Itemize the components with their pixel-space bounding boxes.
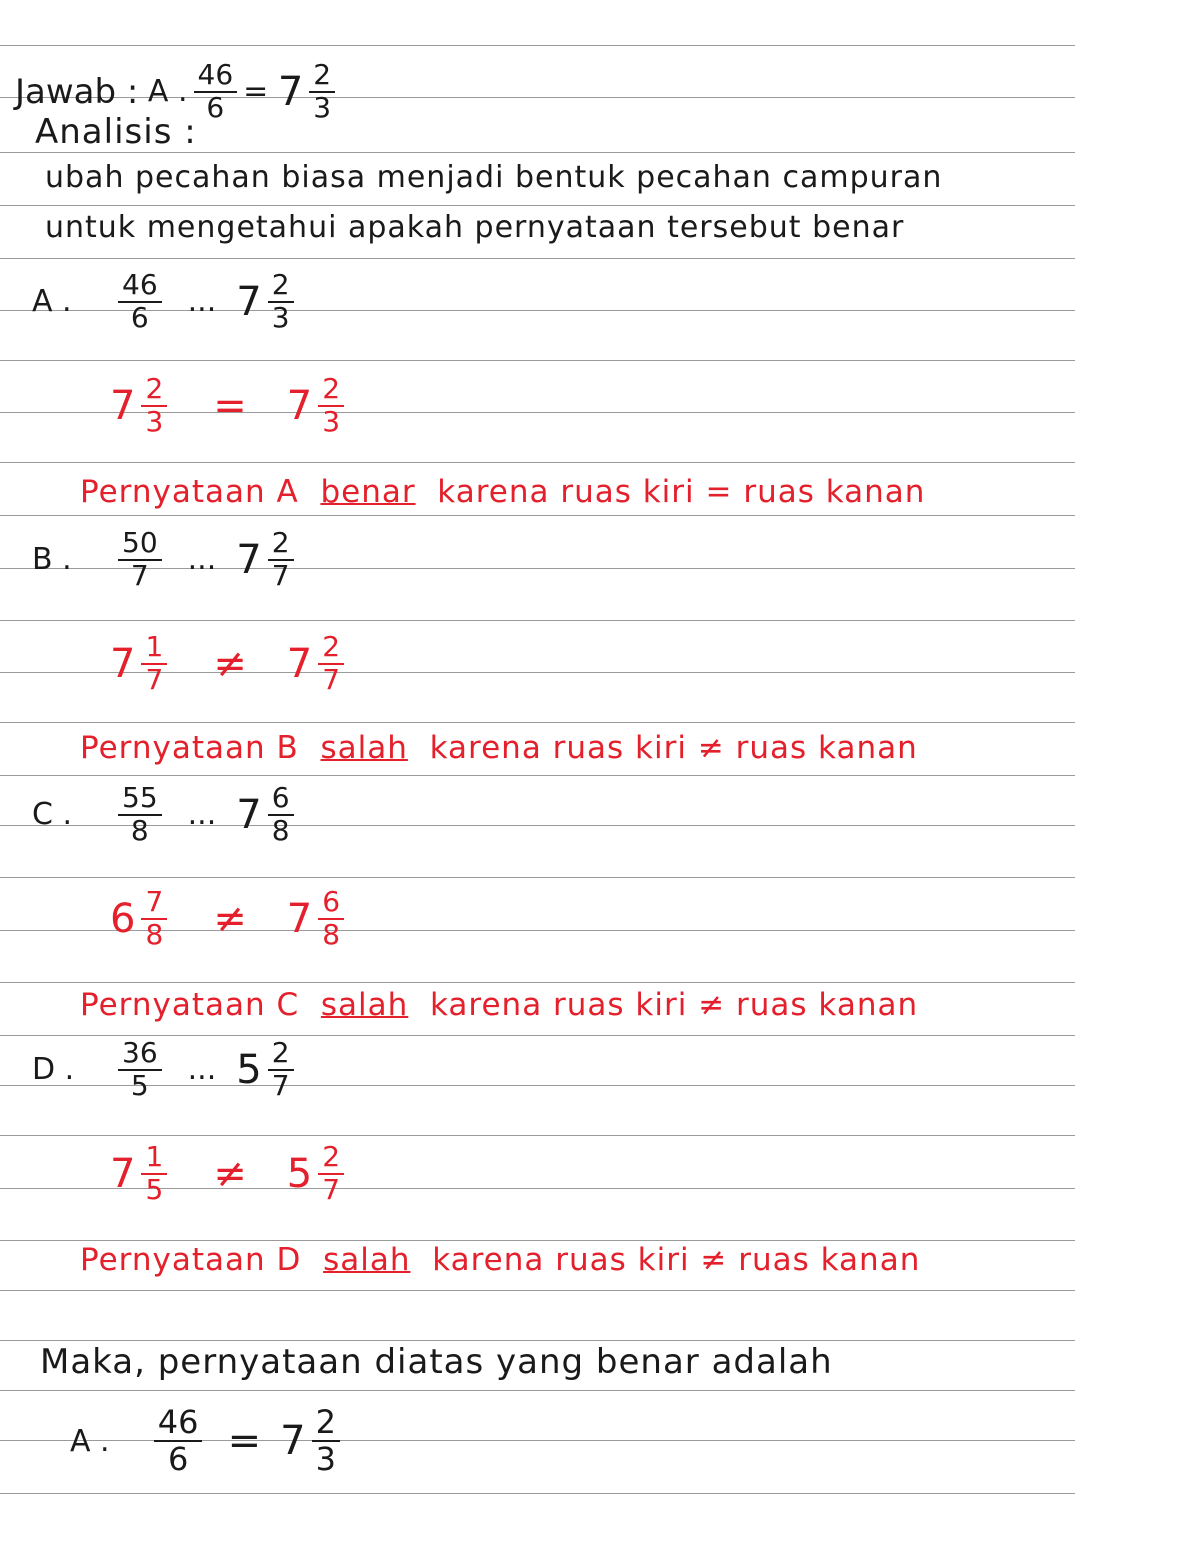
fraction: [118, 270, 162, 334]
numerator: 1: [141, 632, 167, 665]
ruled-line: [0, 152, 1075, 153]
numerator: 2: [141, 374, 167, 407]
fraction: [118, 783, 162, 847]
answer-letter: A .: [147, 74, 188, 110]
whole-number: 7: [236, 791, 262, 838]
numerator: 46: [118, 270, 162, 303]
denominator: 6: [167, 1440, 189, 1479]
statement-reason: karena ruas kiri ≠ ruas kanan: [429, 730, 918, 766]
jawab-label: Jawab :: [15, 71, 139, 112]
ruled-line: [0, 1340, 1075, 1341]
fraction: [141, 1142, 167, 1206]
analysis-title: Analisis :: [35, 112, 197, 152]
denominator: 6: [130, 300, 149, 334]
statement-conclusion: [80, 730, 918, 766]
fraction: [318, 1142, 344, 1206]
conclusion-text: Maka, pernyataan diatas yang benar adalah: [40, 1342, 833, 1382]
ruled-line: [0, 258, 1075, 259]
statement-conclusion: [80, 987, 918, 1023]
fraction: [141, 374, 167, 438]
fraction: [268, 1038, 294, 1102]
statement-prefix: Pernyataan C: [80, 987, 300, 1023]
result-row: [110, 887, 350, 951]
denominator: 8: [130, 813, 149, 847]
numerator: 2: [268, 1038, 294, 1071]
denominator: 8: [145, 917, 164, 951]
statement-reason: karena ruas kiri ≠ ruas kanan: [430, 987, 919, 1023]
result-row: [110, 1142, 350, 1206]
numerator: 55: [118, 783, 162, 816]
conclusion-mixed-fraction: [312, 1405, 340, 1477]
comparison-operator: ≠: [213, 1150, 247, 1197]
answer-mixed-fraction: [309, 60, 335, 124]
ruled-line: [0, 1390, 1075, 1391]
denominator: 3: [313, 90, 332, 124]
denominator: 6: [206, 90, 225, 124]
ruled-line: [0, 205, 1075, 206]
numerator: 1: [141, 1142, 167, 1175]
statement-verdict: salah: [320, 987, 409, 1023]
fraction: [118, 1038, 162, 1102]
whole-number: 7: [280, 1418, 306, 1465]
comparison-operator: ≠: [213, 895, 247, 942]
numerator: 2: [318, 374, 344, 407]
denominator: 5: [145, 1172, 164, 1206]
right-whole: 7: [286, 895, 313, 942]
right-whole: 5: [286, 1150, 313, 1197]
ruled-line: [0, 45, 1075, 46]
comparison-operator: ≠: [213, 640, 247, 687]
statement-prefix: Pernyataan A: [80, 474, 299, 510]
denominator: 7: [322, 1172, 341, 1206]
fraction: [118, 528, 162, 592]
left-whole: 6: [110, 895, 136, 942]
numerator: 50: [118, 528, 162, 561]
statement-item: [0, 775, 1200, 1035]
ruled-line: [0, 1290, 1075, 1291]
dots: ...: [187, 542, 217, 578]
comparison-operator: =: [213, 382, 247, 429]
numerator: 2: [318, 632, 344, 665]
statement-item: [0, 520, 1200, 780]
denominator: 5: [130, 1068, 149, 1102]
denominator: 3: [271, 300, 290, 334]
whole-number: 7: [236, 536, 262, 583]
result-row: [110, 374, 350, 438]
fraction: [318, 887, 344, 951]
statement-verdict: benar: [320, 474, 416, 510]
numerator: 6: [268, 783, 294, 816]
denominator: 7: [271, 558, 290, 592]
whole-number: 7: [277, 68, 304, 115]
equals-sign: =: [243, 74, 269, 110]
comparison-row: [32, 1038, 300, 1102]
denominator: 8: [322, 917, 341, 951]
denominator: 3: [145, 404, 164, 438]
fraction: [268, 783, 294, 847]
comparison-row: [32, 783, 300, 847]
numerator: 46: [154, 1405, 203, 1442]
whole-number: 5: [236, 1046, 262, 1093]
statement-reason: karena ruas kiri = ruas kanan: [437, 474, 926, 510]
conclusion-fraction: [154, 1405, 203, 1477]
item-letter: A .: [32, 284, 72, 320]
item-letter: C .: [32, 797, 73, 833]
numerator: 2: [312, 1405, 340, 1442]
statement-conclusion: [80, 474, 925, 510]
result-row: [110, 632, 350, 696]
left-whole: 7: [110, 640, 136, 687]
numerator: 2: [309, 60, 335, 93]
numerator: 2: [268, 270, 294, 303]
right-whole: 7: [286, 640, 313, 687]
answer-fraction: [194, 60, 238, 124]
statement-reason: karena ruas kiri ≠ ruas kanan: [432, 1242, 921, 1278]
statement-prefix: Pernyataan D: [80, 1242, 302, 1278]
denominator: 7: [130, 558, 149, 592]
right-whole: 7: [286, 382, 313, 429]
conclusion-answer: [70, 1405, 346, 1477]
conclusion-letter: A .: [70, 1423, 110, 1459]
numerator: 2: [318, 1142, 344, 1175]
denominator: 3: [315, 1440, 336, 1479]
numerator: 7: [141, 887, 167, 920]
denominator: 3: [322, 404, 341, 438]
item-letter: D .: [32, 1052, 75, 1088]
fraction: [141, 632, 167, 696]
denominator: 7: [145, 662, 164, 696]
statement-verdict: salah: [320, 730, 408, 766]
left-whole: 7: [110, 1150, 136, 1197]
fraction: [268, 528, 294, 592]
dots: ...: [187, 284, 217, 320]
numerator: 36: [118, 1038, 162, 1071]
statement-conclusion: [80, 1242, 920, 1278]
comparison-row: [32, 528, 300, 592]
equals-sign: =: [227, 1418, 262, 1465]
statement-prefix: Pernyataan B: [80, 730, 299, 766]
numerator: 6: [318, 887, 344, 920]
analysis-line-1: ubah pecahan biasa menjadi bentuk pecahan campuran: [45, 160, 943, 195]
ruled-line: [0, 1493, 1075, 1494]
statement-verdict: salah: [323, 1242, 411, 1278]
left-whole: 7: [110, 382, 136, 429]
numerator: 46: [194, 60, 238, 93]
dots: ...: [187, 797, 217, 833]
analysis-line-2: untuk mengetahui apakah pernyataan tersebut benar: [45, 210, 905, 245]
fraction: [318, 632, 344, 696]
fraction: [141, 887, 167, 951]
item-letter: B .: [32, 542, 72, 578]
fraction: [318, 374, 344, 438]
denominator: 7: [322, 662, 341, 696]
statement-item: [0, 1030, 1200, 1290]
dots: ...: [187, 1052, 217, 1088]
denominator: 8: [271, 813, 290, 847]
fraction: [268, 270, 294, 334]
whole-number: 7: [236, 278, 262, 325]
comparison-row: [32, 270, 300, 334]
numerator: 2: [268, 528, 294, 561]
denominator: 7: [271, 1068, 290, 1102]
statement-item: [0, 262, 1200, 522]
